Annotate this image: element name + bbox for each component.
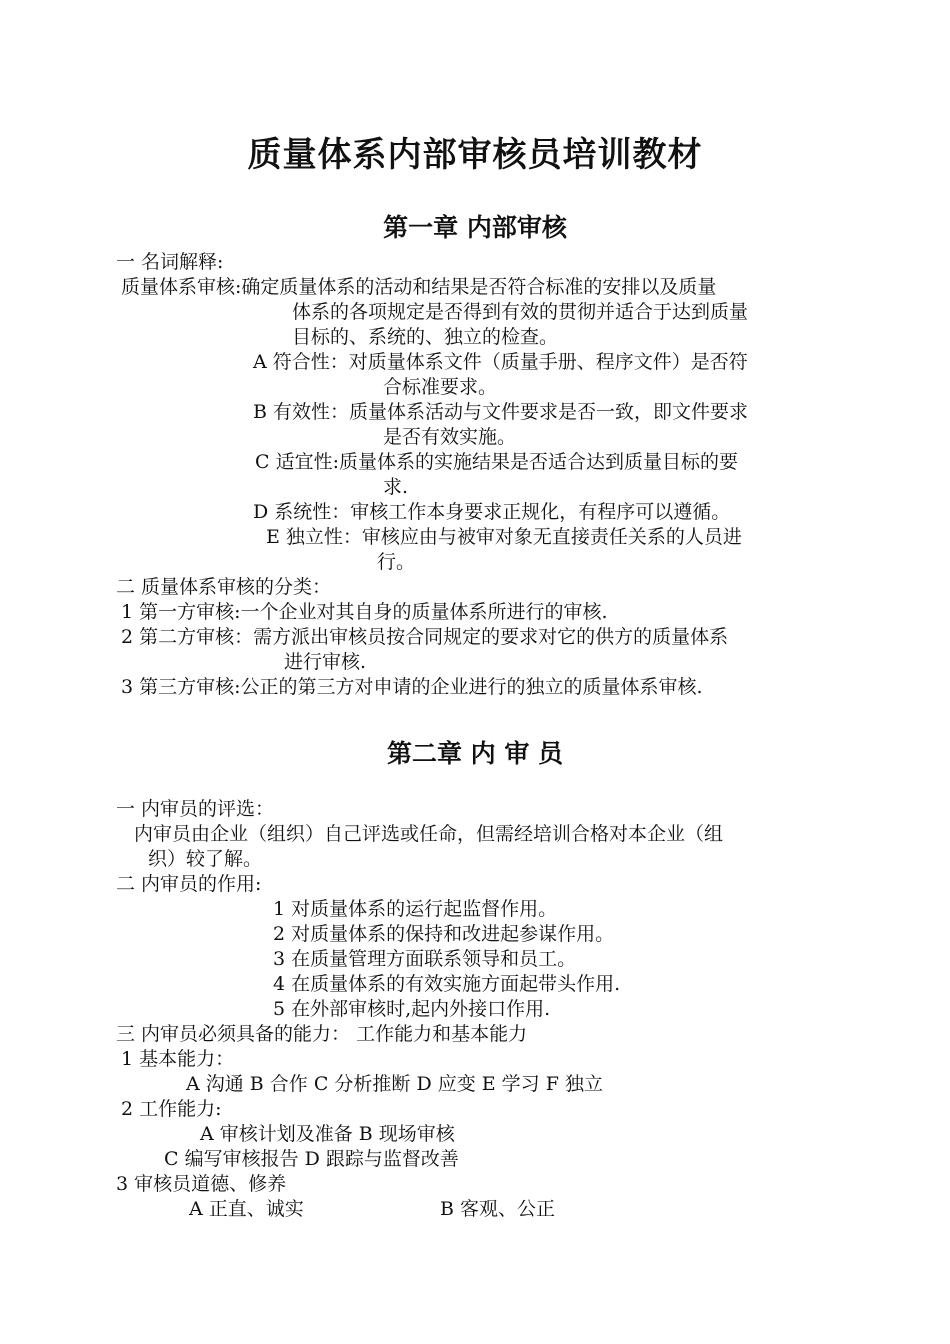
property-line: A 符合性：对质量体系文件（质量手册、程序文件）是否符 — [253, 351, 748, 373]
property-line: 合标准要求。 — [383, 376, 498, 398]
paragraph-line: 内审员由企业（组织）自己评选或任命，但需经培训合格对本企业（组 — [134, 823, 724, 845]
property-line: D 系统性：审核工作本身要求正规化，有程序可以遵循。 — [253, 501, 731, 523]
sub-heading: 3 审核员道德、修养 — [116, 1173, 287, 1195]
chapter-1-heading: 第一章 内部审核 — [383, 213, 567, 242]
ability-list: A 沟通 B 合作 C 分析推断 D 应变 E 学习 F 独立 — [186, 1073, 603, 1095]
list-item: 4 在质量体系的有效实施方面起带头作用. — [273, 973, 621, 995]
list-item: 3 第三方审核:公正的第三方对申请的企业进行的独立的质量体系审核. — [121, 676, 703, 698]
property-line: C 适宜性:质量体系的实施结果是否适合达到质量目标的要 — [255, 451, 738, 473]
property-line: 行。 — [377, 551, 416, 573]
sub-heading: 1 基本能力： — [121, 1048, 235, 1070]
list-item: 5 在外部审核时,起内外接口作用. — [273, 998, 551, 1020]
property-line: 是否有效实施。 — [383, 426, 517, 448]
paragraph-line: 织）较了解。 — [148, 848, 263, 870]
section-heading: 三 内审员必须具备的能力： 工作能力和基本能力 — [116, 1023, 528, 1045]
ability-list: A 审核计划及准备 B 现场审核 — [200, 1123, 455, 1145]
list-item: 3 在质量管理方面联系领导和员工。 — [273, 948, 577, 970]
list-item: 进行审核. — [284, 651, 367, 673]
list-item: 2 第二方审核：需方派出审核员按合同规定的要求对它的供方的质量体系 — [121, 626, 729, 648]
chapter-2-heading: 第二章 内 审 员 — [386, 739, 564, 768]
property-line: E 独立性：审核应由与被审对象无直接责任关系的人员进 — [266, 526, 742, 548]
property-line: B 有效性：质量体系活动与文件要求是否一致，即文件要求 — [253, 401, 749, 423]
document-title: 质量体系内部审核员培训教材 — [247, 135, 703, 175]
definition-line: 体系的各项规定是否得到有效的贯彻并适合于达到质量 — [292, 301, 749, 323]
section-heading: 二 内审员的作用: — [116, 873, 262, 895]
definition-line: 质量体系审核:确定质量体系的活动和结果是否符合标准的安排以及质量 — [121, 276, 717, 298]
section-heading: 一 内审员的评选： — [116, 798, 275, 820]
ability-list: C 编写审核报告 D 跟踪与监督改善 — [164, 1148, 459, 1170]
definition-line: 目标的、系统的、独立的检查。 — [292, 326, 559, 348]
ethics-item: B 客观、公正 — [440, 1198, 556, 1220]
section-heading: 一 名词解释: — [116, 251, 224, 273]
list-item: 1 第一方审核:一个企业对其自身的质量体系所进行的审核. — [121, 601, 608, 623]
list-item: 2 对质量体系的保持和改进起参谋作用。 — [273, 923, 615, 945]
sub-heading: 2 工作能力: — [121, 1098, 222, 1120]
section-heading: 二 质量体系审核的分类： — [116, 576, 332, 598]
list-item: 1 对质量体系的运行起监督作用。 — [273, 898, 558, 920]
property-line: 求. — [383, 476, 409, 498]
ethics-item: A 正直、诚实 — [189, 1198, 304, 1220]
